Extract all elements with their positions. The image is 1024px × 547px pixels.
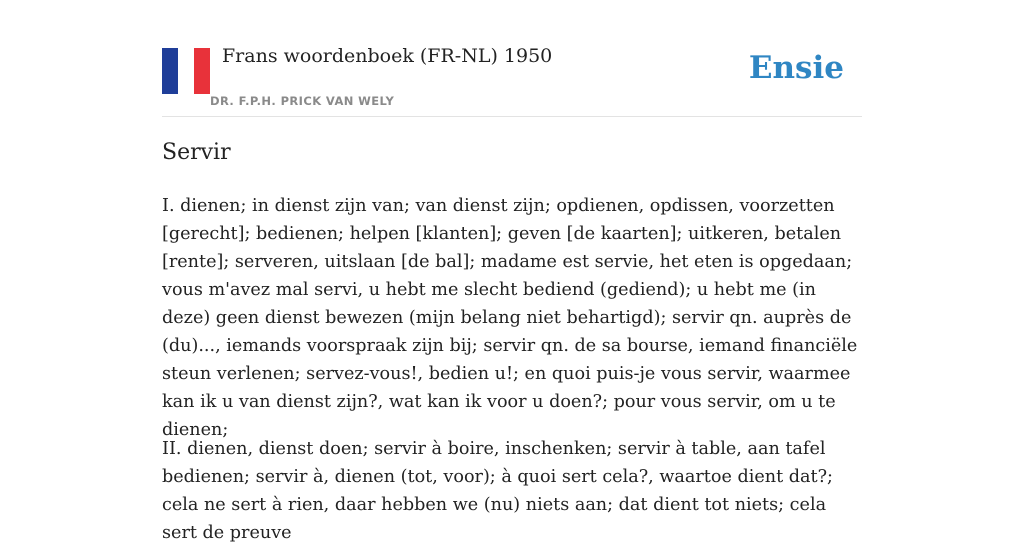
flag-stripe-white [178, 48, 194, 94]
flag-stripe-blue [162, 48, 178, 94]
ensie-logo-link[interactable]: Ensie [748, 50, 844, 86]
definition-paragraph-2: II. dienen, dienst doen; servir à boire, inschenken; servir à table, aan tafel bedienen; servir à, dienen (tot, voor); à quoi sert cela?, waartoe dient dat?; cela ne sert à rien, daar hebben we (nu) niets aan; dat dient tot niets; cela sert de preuve [162, 439, 833, 543]
france-flag-icon [162, 48, 210, 94]
entry-title: Servir [162, 140, 231, 165]
dictionary-author: DR. F.P.H. PRICK VAN WELY [210, 94, 395, 108]
flag-stripe-red [194, 48, 210, 94]
dictionary-header [162, 0, 862, 117]
definition-paragraph-1: I. dienen; in dienst zijn van; van dienst zijn; opdienen, opdissen, voorzetten [gerecht]; bedienen; helpen [klanten]; geven [de kaarten]; uitkeren, betalen [rente]; serveren, uitslaan [de bal]; madame est servie, het eten is opgedaan; vous m'avez mal servi, u hebt me slecht bediend (gediend); u hebt me (in deze) geen dienst bewezen (mijn belang niet behartigd); servir qn. auprès de (du)..., iemands voorspraak zijn bij; servir qn. de sa bourse, iemand financiële steun verlenen; servez-vous!, bedien u!; en quoi puis-je vous servir, waarmee kan ik u van dienst zijn?, wat kan ik voor u doen?; pour vous servir, om u te dienen; [162, 196, 858, 440]
dictionary-title[interactable]: Frans woordenboek (FR-NL) 1950 [222, 45, 553, 67]
